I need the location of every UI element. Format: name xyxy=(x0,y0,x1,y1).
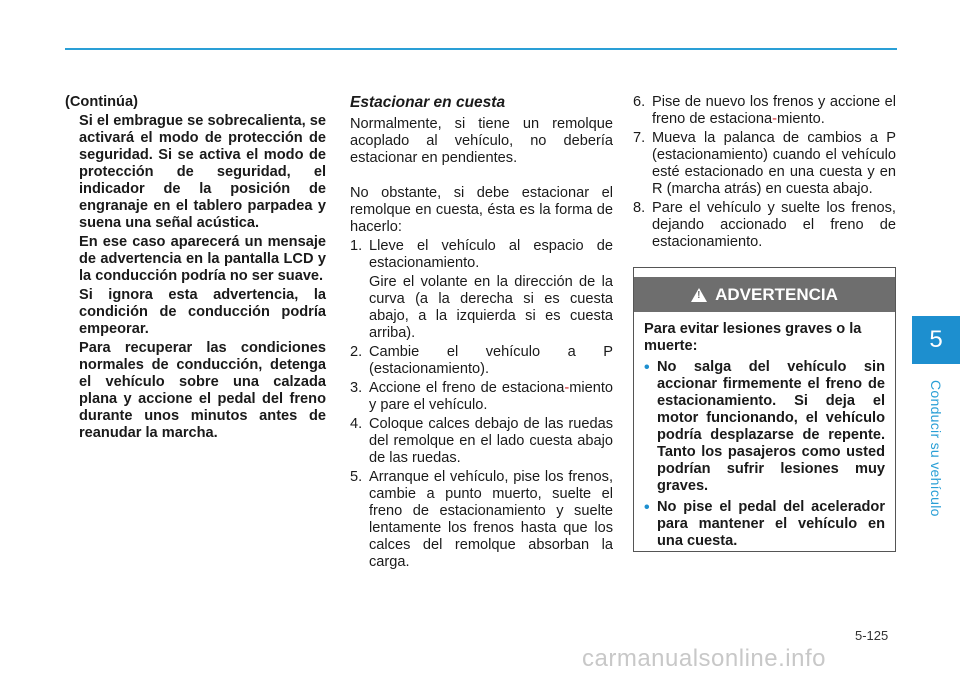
step-text: Cambie el vehículo a P (estacionamiento). xyxy=(369,344,613,377)
watermark: carmanualsonline.info xyxy=(582,645,826,672)
step-subparagraph: Gire el volante en la dirección de la curva (a la derecha si es cuesta abajo, a la izquierda si es cuesta arriba). xyxy=(369,274,613,341)
step-text xyxy=(652,94,896,128)
step-text: Lleve el vehículo al espacio de estacionamiento. xyxy=(369,238,613,271)
chapter-number-tab xyxy=(912,316,960,364)
hyphen: - xyxy=(564,380,570,396)
step-text-part: Pise de nuevo los frenos y accione el freno de estaciona xyxy=(652,94,896,127)
step-number: 7. xyxy=(633,130,646,146)
step-item xyxy=(350,344,613,378)
step-text: Mueva la palanca de cambios a P (estacionamiento) cuando el vehículo esté estacionado en una cuesta y en R (marcha atrás) en cuesta abajo. xyxy=(652,130,896,197)
step-text-part: miento y pare el vehículo. xyxy=(369,380,613,413)
step-text-part: miento. xyxy=(776,111,825,127)
step-text: Coloque calces debajo de las ruedas del remolque en el lado cuesta abajo de las ruedas. xyxy=(369,416,613,466)
step-item xyxy=(350,380,613,414)
warning-bullet-text: No salga del vehículo sin accionar firmemente el freno de estacionamiento. Si deja el motor funcionando, el vehículo podría desplazarse de repente. Tanto los pasajeros como usted podrían sufrir lesiones muy graves. xyxy=(657,359,885,494)
chapter-title: Conducir su vehículo xyxy=(928,380,944,517)
bullet-dot-icon: • xyxy=(644,499,650,516)
warning-title: ADVERTENCIA xyxy=(715,285,838,304)
paragraph: Normalmente, si tiene un remolque acoplado al vehículo, no debería estacionar en pendientes. xyxy=(350,116,613,166)
column-parking-on-slope xyxy=(350,94,613,573)
chapter-number: 5 xyxy=(929,326,943,353)
warning-body xyxy=(634,312,895,550)
step-number: 8. xyxy=(633,200,646,216)
section-heading: Estacionar en cuesta xyxy=(350,94,506,111)
column-continued-text xyxy=(65,94,326,444)
continued-label: (Continúa) xyxy=(65,94,138,110)
warning-bullet-text: No pise el pedal del acelerador para mantener el vehículo en una cuesta. xyxy=(657,499,885,549)
step-number: 1. xyxy=(350,238,363,254)
step-number: 5. xyxy=(350,469,363,485)
top-rule xyxy=(65,48,897,50)
hyphen: - xyxy=(772,111,777,127)
paragraph: Si el embrague se sobrecalienta, se activará el modo de protección de seguridad. Si se activa el modo de protección de seguridad, el indicador de la posición de engranaje en el tablero parpadea y suena una señal acústica. xyxy=(79,113,326,231)
step-number: 6. xyxy=(633,94,646,110)
step-item xyxy=(350,469,613,571)
step-item xyxy=(633,94,896,128)
warning-box xyxy=(633,267,896,552)
warning-triangle-icon: ! xyxy=(691,288,707,302)
step-text-part: Accione el freno de estaciona xyxy=(369,380,565,396)
step-number: 2. xyxy=(350,344,363,360)
page-number: 5-125 xyxy=(855,628,889,643)
step-item xyxy=(633,200,896,251)
column-steps-and-warning xyxy=(633,94,896,552)
paragraph: No obstante, si debe estacionar el remolque en cuesta, ésta es la forma de hacerlo: xyxy=(350,185,613,235)
warning-bullet xyxy=(644,499,885,550)
step-item xyxy=(350,238,613,272)
step-text xyxy=(369,380,613,414)
paragraph: En ese caso aparecerá un mensaje de advertencia en la pantalla LCD y la conducción podría no ser suave. xyxy=(79,234,326,284)
warning-header xyxy=(634,277,895,312)
paragraph: Para recuperar las condiciones normales de conducción, detenga el vehículo sobre una calzada plana y accione el pedal del freno durante unos minutos antes de reanudar la marcha. xyxy=(79,340,326,441)
step-item xyxy=(633,130,896,198)
steps-list xyxy=(350,238,613,571)
paragraph: Si ignora esta advertencia, la condición de conducción podría empeorar. xyxy=(79,287,326,337)
step-number: 4. xyxy=(350,416,363,432)
steps-list xyxy=(633,94,896,251)
step-item xyxy=(350,416,613,467)
bullet-dot-icon: • xyxy=(644,359,650,376)
warning-bullet xyxy=(644,359,885,495)
step-number: 3. xyxy=(350,380,363,396)
step-text: Pare el vehículo y suelte los frenos, dejando accionado el freno de estacionamiento. xyxy=(652,200,896,250)
warning-intro: Para evitar lesiones graves o la muerte: xyxy=(644,321,862,354)
step-text: Arranque el vehículo, pise los frenos, cambie a punto muerto, suelte el freno de estacionamiento y suelte lentamente los frenos hasta que los calces del remolque absorban la carga. xyxy=(369,469,613,570)
